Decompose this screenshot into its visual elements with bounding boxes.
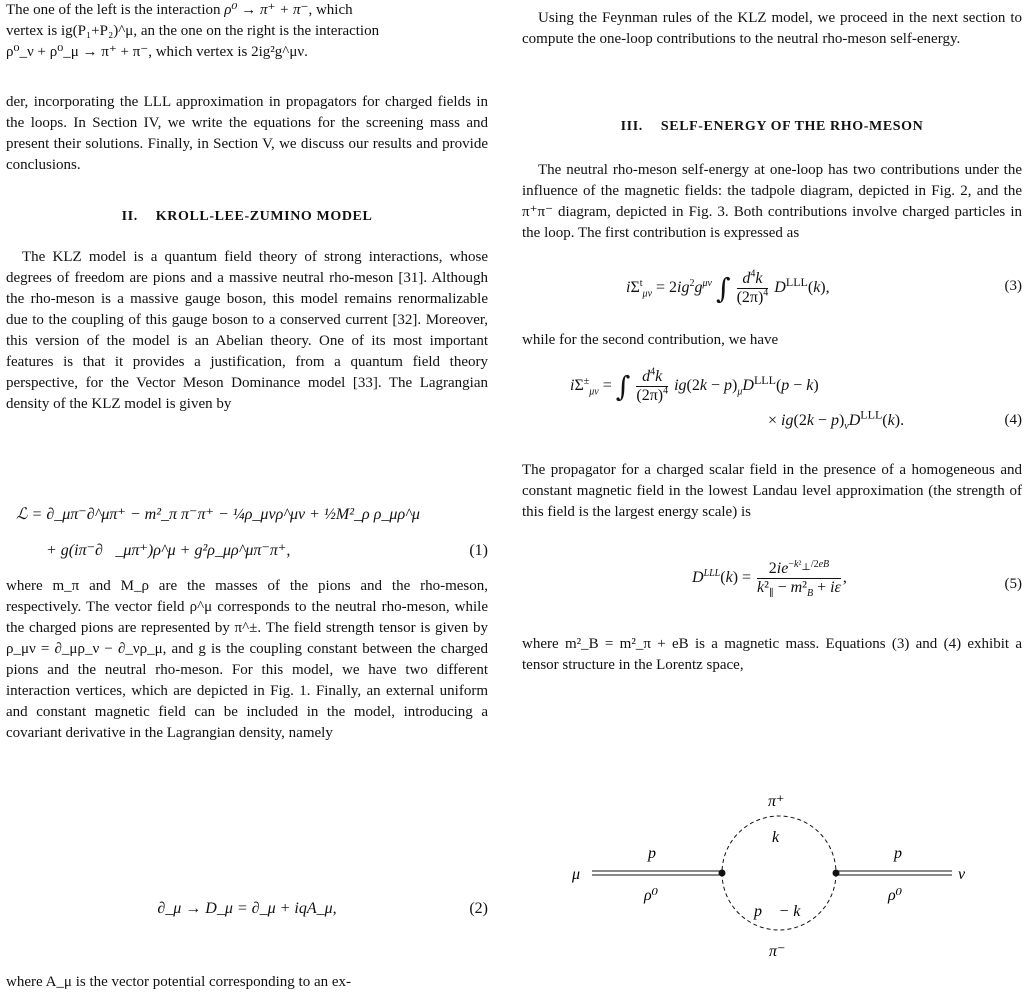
equation-2	[6, 898, 488, 919]
vertex-dot	[833, 870, 840, 877]
equation-1-line-1	[16, 504, 420, 525]
section-number: II.	[121, 209, 138, 224]
k-label: k⃗	[772, 829, 792, 846]
propagator-paragraph: The propagator for a charged scalar field in the presence of a homogeneous and constant magnetic field in the lowest Landau level approximation (the strength of this field is the largest energy scale) is	[522, 462, 1022, 520]
pi-plus-label: π⁺	[768, 793, 785, 810]
p-minus-k-label: p⃗ − k⃗	[754, 903, 813, 920]
vertex-dot	[719, 870, 726, 877]
momentum-label-right: p⃗	[894, 845, 915, 862]
self-energy-paragraph: The neutral rho-meson self-energy at one-loop has two contributions under the influence of the magnetic fields: the tadpole diagram, depicted in Fig. 2, and the π⁺π⁻ diagram, depicted in Fig. 3. Both contributions involve charged particles in the loop. The first contribution is expressed as	[522, 162, 1022, 241]
second-contribution-line: while for the second contribution, we have	[522, 332, 779, 348]
equation-text: + g(iπ⁻∂⃡_μπ⁺)ρ^μ + g²ρ_μρ^μπ⁻π⁺,	[46, 542, 291, 559]
equation-number: (2)	[469, 900, 488, 917]
after-eq1-paragraph: where m_π and M_ρ are the masses of the pions and the rho-meson, respectively. The vector field ρ^μ corresponds to the neutral rho-meson, while the charged pions are represented by π^±. The field strength tensor is given by ρ_μν = ∂_μρ_ν − ∂_νρ_μ, and g is the coupling constant between the charged pions and the neutral rho-meson. For this model, we have two different interaction vertices, which are depicted in Fig. 1. Finally, an external uniform and constant magnetic field can be included in the model, introducing a covariant derivative in the Lagrangian density, namely	[6, 578, 488, 741]
equation-number: (3)	[1004, 278, 1022, 294]
intro-paragraph: der, incorporating the LLL approximation in propagators for charged fields in the loops. In Section IV, we write the equations for the screening mass and present their solutions. Finally, in Section V, we discuss our results and provide conclusions.	[6, 94, 488, 173]
caption-math: ρ⁰ → π⁺ + π⁻	[224, 2, 309, 18]
equation-text: ℒ = ∂_μπ⁻∂^μπ⁺ − m²_π π⁻π⁺ − ¼ρ_μνρ^μν + ½M²_ρ ρ_μρ^μ	[16, 506, 420, 523]
equation-number: (1)	[469, 542, 488, 559]
figure-caption-line: ρ⁰_ν + ρ⁰_μ → π⁺ + π⁻, which vertex is 2ig²g^μν.	[6, 44, 308, 60]
after-eq5-paragraph: where m²_B = m²_π + eB is a magnetic mass. Equations (3) and (4) exhibit a tensor structure in the Lorentz space,	[522, 636, 1022, 673]
equation-1-line-2	[46, 540, 488, 561]
equation-number: (5)	[1004, 576, 1022, 592]
figure-caption-line	[6, 0, 488, 21]
nu-label: ν	[958, 866, 966, 883]
mu-label: μ	[572, 866, 581, 883]
rho-label-left: ρ⁰	[644, 887, 659, 904]
equation-3: $i\Sigma^t_{\mu\nu} = 2ig^2g^{\mu\nu}$ ∫ $\frac{d^4k}{(2\pi)^4}$ $D^{LLL}(k)$, (3)	[626, 268, 1022, 306]
equation-5: $D^{LLL}(k)$ = $\frac{2ie^{-k^2_\perp/2eB}}{k^2_\parallel - m^2_B + i\varepsilon}$ , (5)	[692, 558, 1022, 600]
caption-text: The one of the left is the interaction	[6, 2, 225, 18]
klz-paragraph: The KLZ model is a quantum field theory of strong interactions, whose degrees of freedom are pions and a massive neutral rho-meson [31]. Although the rho-meson is a massive gauge boson, this model remains renormalizable due to the coupling of this gauge boson to a conserved current [32]. Moreover, this version of the model is an Abelian theory. One of its most important features is that it provides a justification, from a quantum field theory perspective, for the Vector Meson Dominance model [33]. The Lagrangian density of the KLZ model is given by	[6, 249, 488, 412]
equation-4: $i\Sigma^\pm_{\mu\nu}$ = ∫ $\frac{d^4k}{(2\pi)^4}$ $ig(2k - p)_\mu D^{LLL}(p - k)$ × $ig(2k - p)_\nu D^{LLL}(k)$. (4)	[570, 366, 1022, 433]
feynman-diagram	[522, 744, 1022, 1004]
caption-text: , which	[308, 2, 353, 18]
pi-minus-label: π⁻	[769, 943, 786, 960]
rho-label-right: ρ⁰	[888, 887, 903, 904]
section-title: KROLL-LEE-ZUMINO MODEL	[155, 209, 373, 224]
feynman-paragraph: Using the Feynman rules of the KLZ model, we proceed in the next section to compute the one-loop contributions to the neutral rho-meson self-energy.	[522, 10, 1022, 47]
section-number: III.	[620, 119, 643, 134]
last-line: where A_μ is the vector potential corresponding to an ex-	[6, 974, 352, 990]
section-title: SELF-ENERGY OF THE RHO-MESON	[660, 119, 924, 134]
equation-text: ∂_μ → D_μ = ∂_μ + iqA_μ,	[157, 900, 337, 917]
section-heading	[6, 206, 488, 227]
equation-number: (4)	[1004, 412, 1022, 428]
momentum-label-left: p⃗	[648, 845, 669, 862]
figure-caption-line: vertex is ig(P₁+P₂)^μ, an the one on the right is the interaction	[6, 23, 380, 39]
section-heading	[522, 116, 1022, 137]
